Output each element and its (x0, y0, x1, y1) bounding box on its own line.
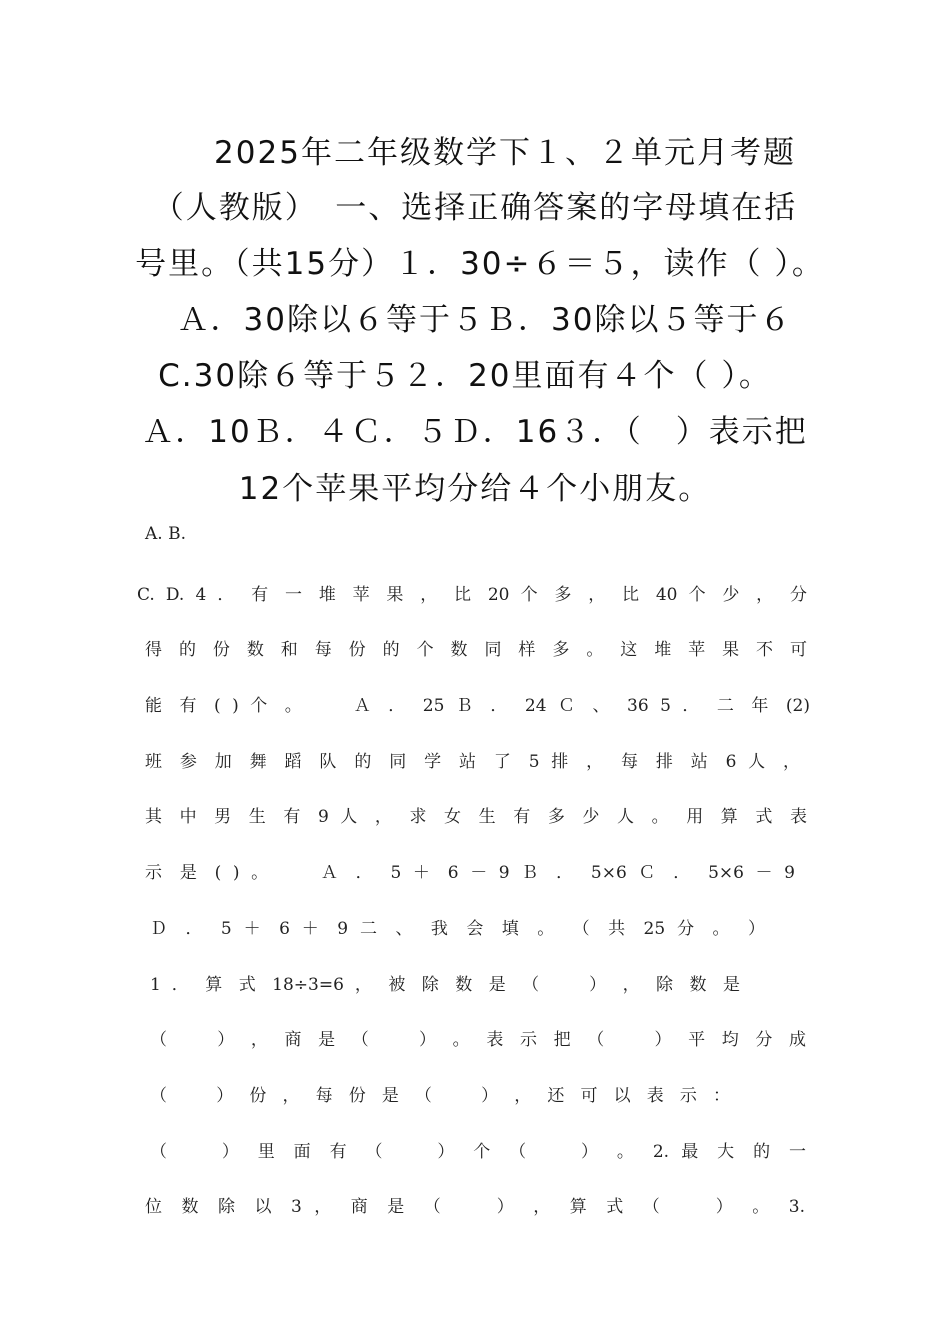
body-line: （ ） 份 ， 每 份 是 （ ） ， 还 可 以 表 示 ： (150, 1086, 730, 1106)
body-line: （ ） ， 商 是 （ ） 。 表 示 把 （ ） 平 均 分 成 (150, 1030, 806, 1050)
body-line: 班 参 加 舞 蹈 队 的 同 学 站 了 5 排 ， 每 排 站 6 人 ， (145, 752, 800, 772)
heading-line: （人教版） 一、选择正确答案的字母填在括 (152, 190, 798, 226)
heading-line: 号里。（共15分）１．30÷６＝５，读作（ ）。 (135, 246, 825, 282)
exam-title: 2025年二年级数学下１、２单元月考题 (214, 135, 796, 171)
question-option-line: C.30除６等于５２．20里面有４个（ ）。 (158, 358, 772, 394)
question-option-line: Ａ．30除以６等于５Ｂ．30除以５等于６ (177, 302, 793, 338)
option-line-ab: A. B. (145, 524, 186, 544)
body-line: 能 有 ( ) 个 。 Ａ ． 25 Ｂ ． 24 Ｃ 、 36 5 ． 二 年 (2) (145, 696, 810, 716)
body-line: 示 是 ( ) 。 Ａ ． 5 ＋ 6 － 9 Ｂ ． 5×6 Ｃ ． 5×6 － 9 (145, 863, 795, 883)
section-two-heading-line: Ｄ ． 5 ＋ 6 ＋ 9 二 、 我 会 填 。 （ 共 25 分 。 ） (150, 919, 765, 939)
body-line: C. D. 4 ． 有 一 堆 苹 果 ， 比 20 个 多 ， 比 40 个 少 ， 分 (137, 585, 807, 605)
body-line: 其 中 男 生 有 9 人 ， 求 女 生 有 多 少 人 。 用 算 式 表 (145, 807, 807, 827)
body-line: 1 ． 算 式 18÷3=6 ， 被 除 数 是 （ ） ， 除 数 是 (150, 975, 740, 995)
body-line: 得 的 份 数 和 每 份 的 个 数 同 样 多 。 这 堆 苹 果 不 可 (145, 640, 807, 660)
body-line: （ ） 里 面 有 （ ） 个 （ ） 。 2. 最 大 的 一 (150, 1142, 806, 1162)
question-option-line: Ａ．10Ｂ．４Ｃ．５Ｄ．16３．（ ）表示把 (142, 414, 808, 450)
body-line: 位 数 除 以 3 ， 商 是 （ ） ， 算 式 （ ） 。 3. (145, 1197, 805, 1217)
question-line: 12个苹果平均分给４个小朋友。 (238, 471, 712, 507)
